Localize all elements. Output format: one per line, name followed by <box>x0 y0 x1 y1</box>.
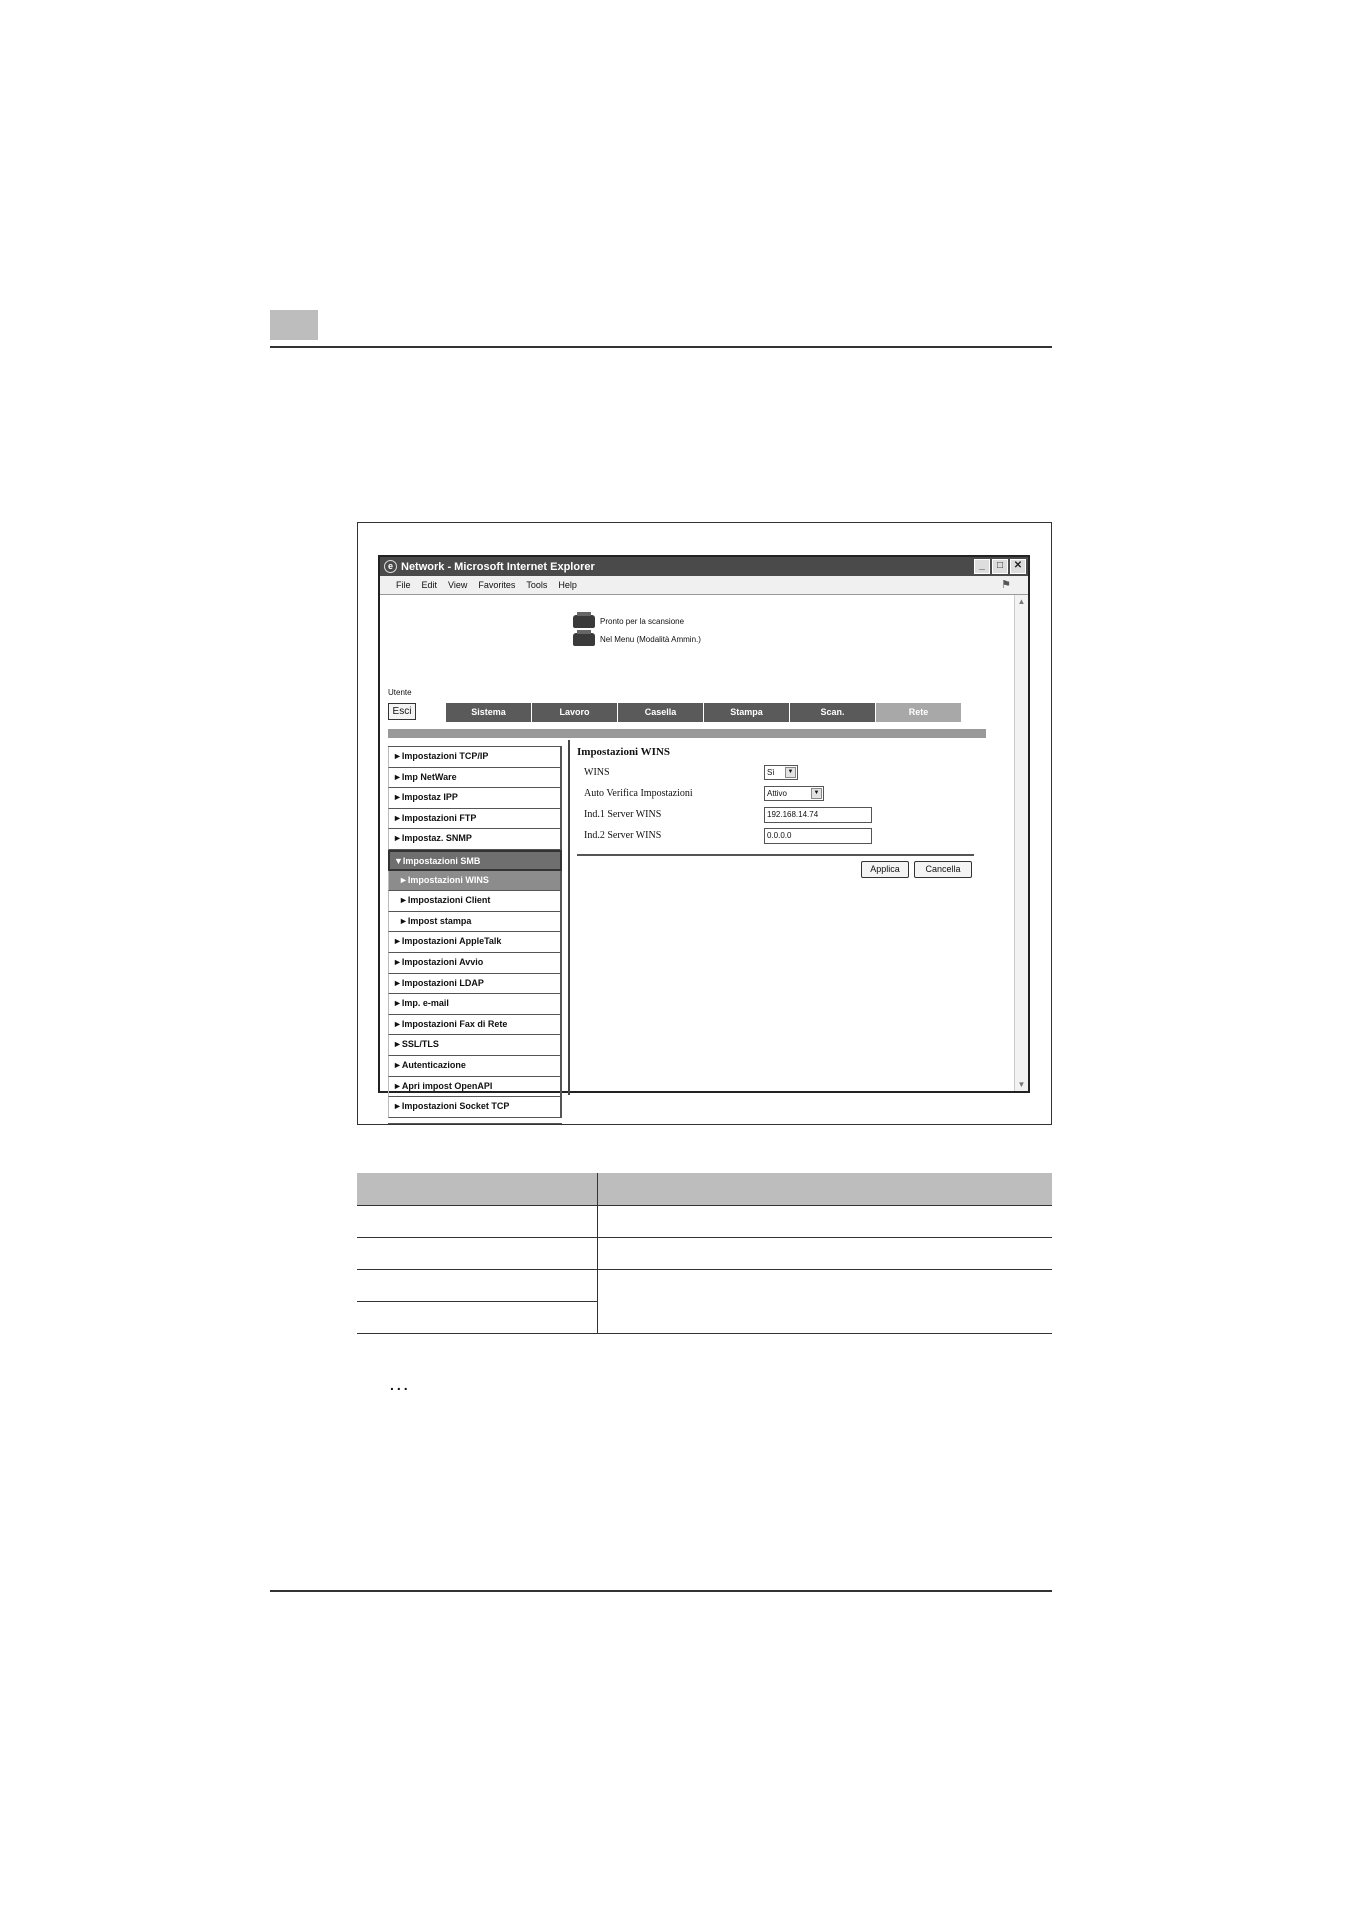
exit-button[interactable]: Esci <box>388 703 416 720</box>
auto-verify-label: Auto Verifica Impostazioni <box>584 788 693 799</box>
wins-server1-label: Ind.1 Server WINS <box>584 809 662 820</box>
wins-server1-row <box>577 805 977 826</box>
sidebar-item-client[interactable]: ►Impostazioni Client <box>388 891 562 912</box>
table-cell <box>597 1269 1052 1333</box>
tab-rete[interactable]: Rete <box>876 703 961 722</box>
sidebar-item-appletalk[interactable]: ►Impostazioni AppleTalk <box>388 932 562 953</box>
cancel-button[interactable]: Cancella <box>914 861 972 878</box>
status-ready-text: Pronto per la scansione <box>600 617 685 626</box>
menu-help[interactable]: Help <box>558 580 577 590</box>
wins-server1-input[interactable]: 192.168.14.74 <box>764 807 872 823</box>
sidebar-item-snmp[interactable]: ►Impostaz. SNMP <box>388 829 562 850</box>
tab-sistema[interactable]: Sistema <box>446 703 531 722</box>
wins-row <box>577 763 977 784</box>
page-content <box>380 595 1014 1112</box>
tab-scan[interactable]: Scan. <box>790 703 875 722</box>
panel-buttons <box>577 856 977 884</box>
sidebar-item-tcp-socket[interactable]: ►Impostazioni Socket TCP <box>388 1097 562 1118</box>
auto-verify-row <box>577 784 977 805</box>
table-row <box>357 1237 1052 1269</box>
panel-title: Impostazioni WINS <box>577 746 671 758</box>
frame-divider <box>568 740 570 1095</box>
sidebar-item-ldap[interactable]: ►Impostazioni LDAP <box>388 974 562 995</box>
scroll-down-icon[interactable]: ▼ <box>1017 1080 1026 1089</box>
close-icon[interactable]: ✕ <box>1010 559 1026 574</box>
sidebar-end <box>388 1118 562 1124</box>
wins-select-value: Sì <box>767 768 775 777</box>
auto-verify-select-value: Attivo <box>767 789 788 798</box>
minimize-icon[interactable]: _ <box>974 559 990 574</box>
window-title: Network - Microsoft Internet Explorer <box>401 560 595 573</box>
tab-casella[interactable]: Casella <box>618 703 703 722</box>
sidebar-item-ipp[interactable]: ►Impostaz IPP <box>388 788 562 809</box>
chevron-down-icon: ▼ <box>811 788 822 799</box>
screenshot-figure <box>357 522 1052 1125</box>
footer-rule <box>270 1590 1052 1592</box>
table-row <box>357 1269 1052 1301</box>
browser-window <box>378 555 1030 1112</box>
table-header-cell <box>357 1173 597 1205</box>
sidebar-item-tcpip[interactable]: ►Impostazioni TCP/IP <box>388 747 562 768</box>
scroll-up-icon[interactable]: ▲ <box>1017 597 1026 606</box>
menu-bar <box>380 576 1028 595</box>
chapter-number-box <box>270 310 318 340</box>
status-admin <box>573 633 701 646</box>
sidebar-menu <box>388 746 562 1124</box>
windows-flag-icon: ⚑ <box>1001 579 1011 591</box>
sidebar-item-auth[interactable]: ►Autenticazione <box>388 1056 562 1077</box>
sidebar-item-openapi[interactable]: ►Apri impost OpenAPI <box>388 1077 562 1098</box>
title-bar <box>380 557 1028 576</box>
table-header-row <box>357 1173 1052 1205</box>
auto-verify-select[interactable] <box>764 786 824 801</box>
menu-view[interactable]: View <box>448 580 468 590</box>
sidebar-item-netware[interactable]: ►Imp NetWare <box>388 768 562 789</box>
tab-lavoro[interactable]: Lavoro <box>532 703 617 722</box>
menu-edit[interactable]: Edit <box>421 580 438 590</box>
sidebar-item-wins[interactable]: ►Impostazioni WINS <box>388 871 562 892</box>
wins-select[interactable] <box>764 765 798 780</box>
sidebar-item-bonjour[interactable]: ►Impostazioni Avvio <box>388 953 562 974</box>
user-label: Utente <box>388 688 412 697</box>
status-admin-text: Nel Menu (Modalità Ammin.) <box>600 635 701 644</box>
table-row <box>357 1205 1052 1237</box>
tab-underline-bar <box>388 729 986 738</box>
table-cell <box>597 1237 1052 1269</box>
sidebar-item-print[interactable]: ►Impost stampa <box>388 912 562 933</box>
sidebar-item-email[interactable]: ►Imp. e-mail <box>388 994 562 1015</box>
wins-settings-panel <box>577 746 977 884</box>
tab-stampa[interactable]: Stampa <box>704 703 789 722</box>
table-cell <box>357 1205 597 1237</box>
sidebar-item-ftp[interactable]: ►Impostazioni FTP <box>388 809 562 830</box>
wins-label: WINS <box>584 767 610 778</box>
status-ready <box>573 615 684 628</box>
chevron-down-icon: ▼ <box>785 767 796 778</box>
settings-table <box>357 1173 1052 1334</box>
ie-logo-icon: e <box>384 560 397 573</box>
wins-server2-row <box>577 826 977 847</box>
menu-file[interactable]: File <box>396 580 411 590</box>
sidebar-item-ssl[interactable]: ►SSL/TLS <box>388 1035 562 1056</box>
table-cell <box>357 1237 597 1269</box>
tab-bar <box>446 703 962 722</box>
wins-server2-input[interactable]: 0.0.0.0 <box>764 828 872 844</box>
maximize-icon[interactable]: □ <box>992 559 1008 574</box>
table-cell <box>357 1301 597 1333</box>
apply-button[interactable]: Applica <box>861 861 909 878</box>
table-cell <box>357 1269 597 1301</box>
wins-server2-label: Ind.2 Server WINS <box>584 830 662 841</box>
printer-icon <box>573 633 595 646</box>
menu-tools[interactable]: Tools <box>526 580 548 590</box>
sidebar-item-network-fax[interactable]: ►Impostazioni Fax di Rete <box>388 1015 562 1036</box>
header-rule <box>270 346 1052 348</box>
table-cell <box>597 1205 1052 1237</box>
note-marker: ... <box>390 1377 411 1393</box>
printer-icon <box>573 615 595 628</box>
sidebar-item-smb[interactable]: ▼Impostazioni SMB <box>388 850 562 871</box>
menu-favorites[interactable]: Favorites <box>478 580 516 590</box>
vertical-scrollbar[interactable] <box>1014 595 1028 1091</box>
table-header-cell <box>597 1173 1052 1205</box>
